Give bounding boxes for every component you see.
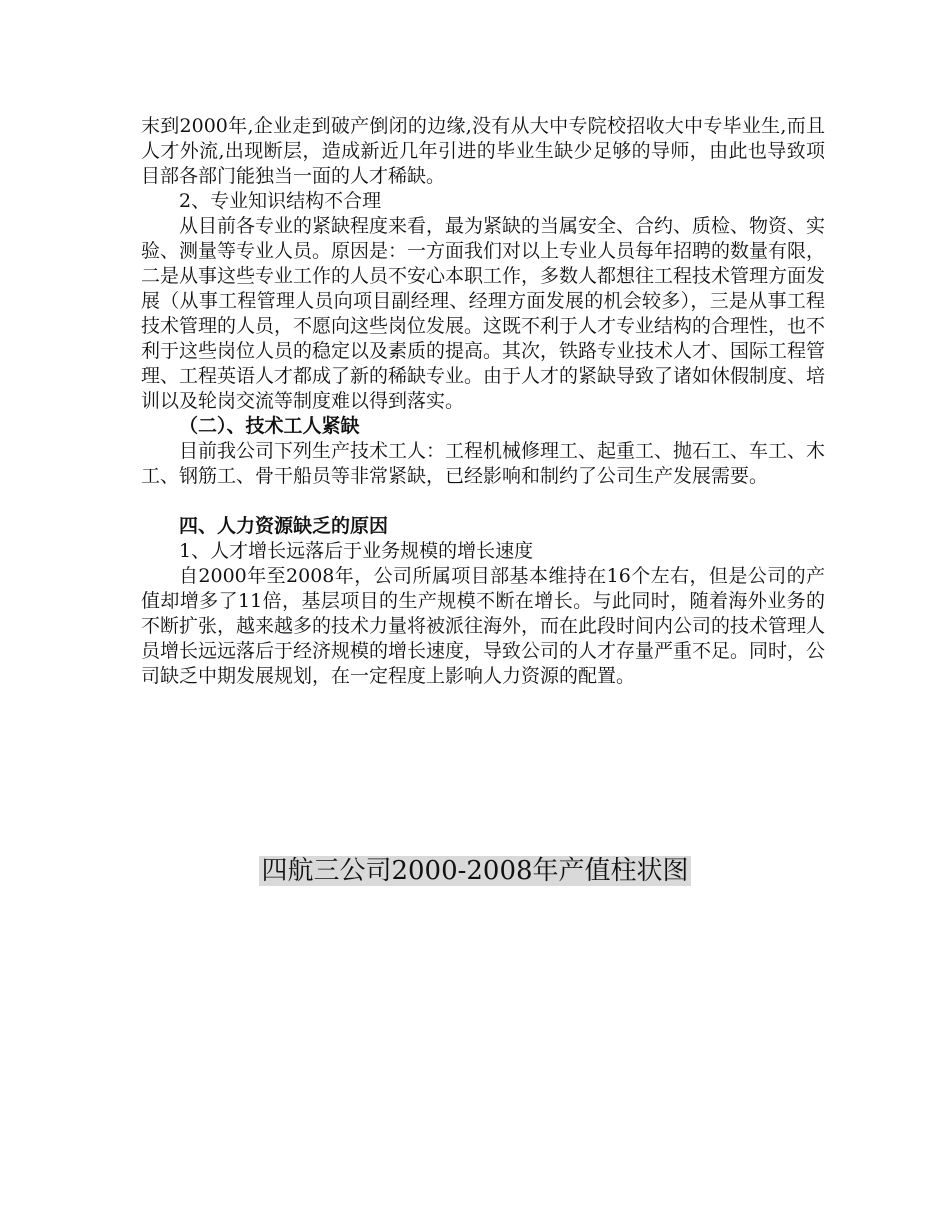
heading-section-four: 四、人力资源缺乏的原因 <box>179 515 389 537</box>
document-body <box>141 114 825 689</box>
heading-technical-workers: （二）、技术工人紧缺 <box>179 415 360 437</box>
chart-caption <box>0 853 950 889</box>
paragraph-technical-workers: 目前我公司下列生产技术工人：工程机械修理工、起重工、抛石工、车工、木工、钢筋工、骨干船员等非常紧缺，已经影响和制约了公司生产发展需要。 <box>141 440 826 487</box>
paragraph-talent-growth: 自2000年至2008年，公司所属项目部基本维持在16个左右，但是公司的产值却增多了11倍，基层项目的生产规模不断在增长。与此同时，随着海外业务的不断扩张，越来越多的技术力量将被派往海外，而在此段时间内公司的技术管理人员增长远远落后于经济规模的增长速度，导致公司的人才存量严重不足。同时，公司缺乏中期发展规划，在一定程度上影响人力资源的配置。 <box>141 565 826 687</box>
subheading-talent-growth: 1、人才增长远落后于业务规模的增长速度 <box>179 540 534 562</box>
subheading-knowledge-structure: 2、专业知识结构不合理 <box>179 190 382 212</box>
blank-line <box>141 489 825 514</box>
chart-caption-text: 四航三公司2000-2008年产值柱状图 <box>261 856 689 886</box>
paragraph-shortage-specialties: 从目前各专业的紧缺程度来看，最为紧缺的当属安全、合约、质检、物资、实验、测量等专业人员。原因是：一方面我们对以上专业人员每年招聘的数量有限，二是从事这些专业工作的人员不安心本职工作，多数人都想往工程技术管理方面发展（从事工程管理人员向项目副经理、经理方面发展的机会较多），三是从事工程技术管理的人员，不愿向这些岗位发展。这既不利于人才专业结构的合理性，也不利于这些岗位人员的稳定以及素质的提高。其次，铁路专业技术人才、国际工程管理、工程英语人才都成了新的稀缺专业。由于人才的紧缺导致了诸如休假制度、培训以及轮岗交流等制度难以得到落实。 <box>141 215 826 412</box>
paragraph-talent-gap: 末到2000年,企业走到破产倒闭的边缘,没有从大中专院校招收大中专毕业生,而且人才外流,出现断层，造成新近几年引进的毕业生缺少足够的导师，由此也导致项目部各部门能独当一面的人才稀缺。 <box>141 115 825 187</box>
